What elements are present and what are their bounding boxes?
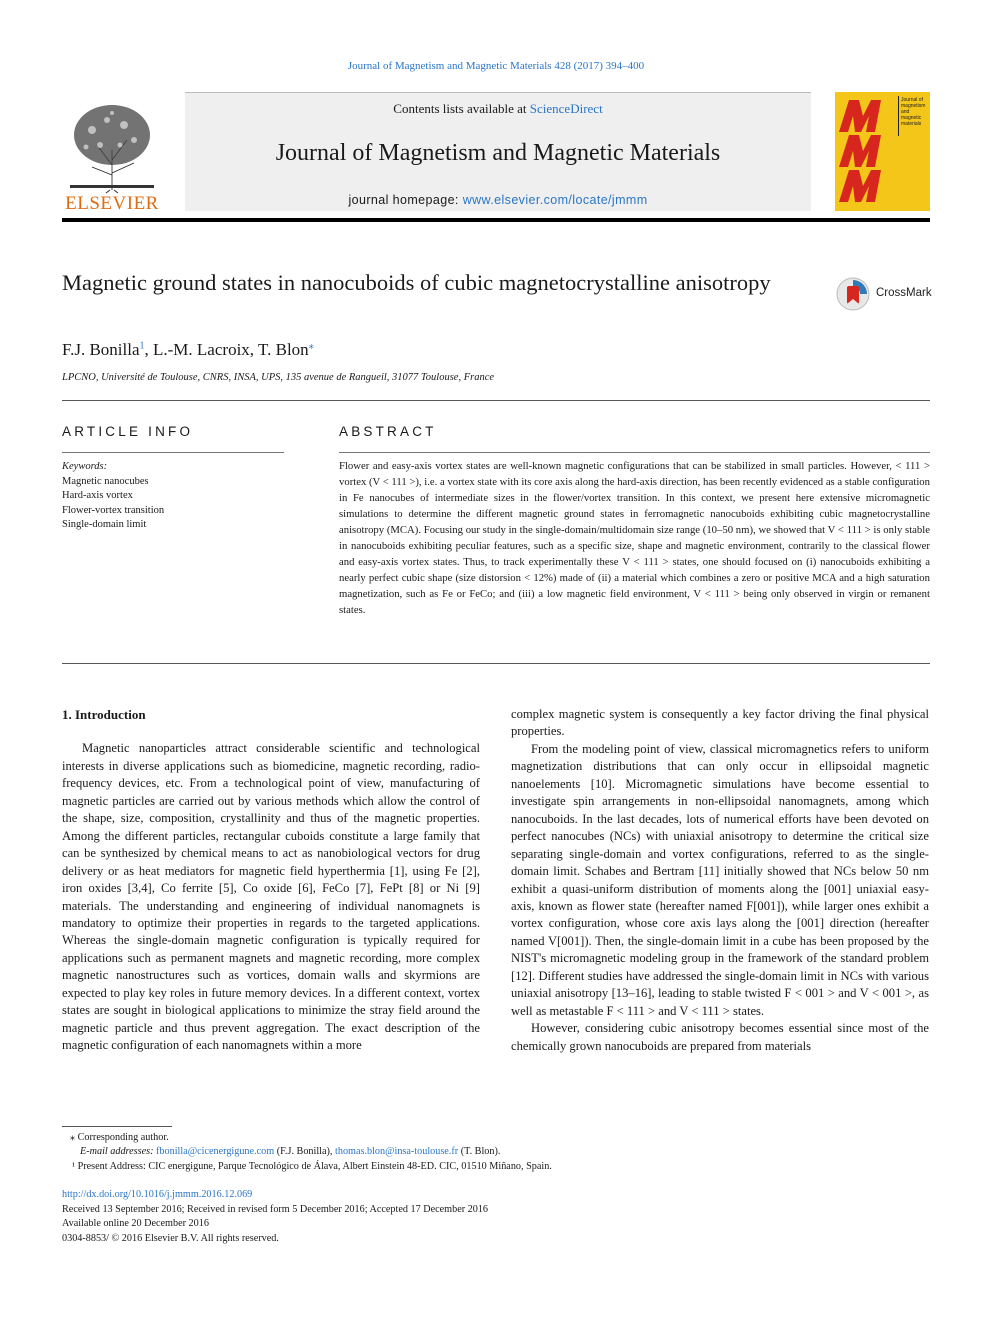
author-mark[interactable]: 1	[139, 340, 145, 352]
journal-citation[interactable]: Journal of Magnetism and Magnetic Materials 428 (2017) 394–400	[347, 60, 645, 72]
paragraph: complex magnetic system is consequently a key factor driving the final physical properties.	[511, 707, 929, 739]
crossmark-label: CrossMark	[876, 287, 932, 299]
paragraph: Magnetic nanoparticles attract considerable scientific and technological interests in diverse applications such as biomedicine, magnetic recording, radio-frequency devices, etc. From a technological point of view, manufacturing of magnetic particles are carried out by various methods which allow the control of the shape, size, composition, crystallinity and thus of the magnetic properties. Among the different particles, rectangular cuboids constitute a large family that can be synthesized by chemical means to act as nanobiological vectors for drug delivery or as heat mediators for magnetic field hyperthermia [1], using Fe [2], iron oxides [3,4], Co ferrite [5], Co oxide [6], FeCo [7], FePt [8] or Ni [9] materials. The understanding and engineering of individual nanomagnets is mandatory to optimize their properties in regards to the targeted applications. Whereas the single-domain magnetic configuration is typically required for applications such as permanent magnets and magnetic recording, more complex magnetic nanostructures such as vortices, domain walls and skyrmions are expected to play key roles in future memory devices. In a different context, vortex states are sought in biological applications to minimize the stray field around the magnetic particle and thus prevent aggregation. The exact description of the magnetic configuration of each nanomagnets within a more	[62, 741, 480, 1053]
crossmark-icon	[836, 277, 870, 311]
elsevier-wordmark: ELSEVIER	[65, 193, 159, 214]
footnote-emails: E-mail addresses: fbonilla@cicenergigune.com (F.J. Bonilla), thomas.blon@insa-toulouse.fr (T. Blon).	[80, 1146, 501, 1157]
header-divider	[185, 92, 811, 93]
journal-homepage	[185, 193, 811, 207]
footnote-present-address: ¹ Present Address: CIC energigune, Parque Tecnológico de Álava, Albert Einstein 48-ED. CIC, 01510 Miñano, Spain.	[72, 1161, 552, 1172]
journal-cover	[835, 92, 930, 211]
article-history	[62, 1188, 488, 1246]
header-thick-rule	[62, 218, 930, 222]
body-column-left	[62, 706, 480, 1055]
crossmark-badge[interactable]	[836, 277, 936, 311]
article-title: Magnetic ground states in nanocuboids of cubic magnetocrystalline anisotropy	[62, 270, 771, 295]
keyword: Single-domain limit	[62, 519, 147, 530]
keyword: Magnetic nanocubes	[62, 475, 149, 487]
keyword: Hard-axis vortex	[62, 490, 133, 501]
cover-title: Journal of magnetism and magnetic materials	[901, 97, 926, 127]
paragraph: However, considering cubic anisotropy becomes essential since most of the chemically grown nanocuboids are prepared from materials	[511, 1021, 929, 1053]
homepage-prefix: journal homepage:	[348, 193, 463, 207]
abstract-text: Flower and easy-axis vortex states are well-known magnetic configurations that can be stabilized in small particles. However, < 111 > vortex (V < 111 >), i.e. a vortex state with its core axis along the hard-axis direction, has been recently evidenced as a stable configuration in Fe nanocubes of intermediate sizes in the flower/vortex transition. In this context, we present here extensive micromagnetic simulations to determine the different magnetic ground states in ferromagnetic nanocuboids exhibiting cubic magnetocrystalline anisotropy (MCA). Focusing our study in the single-domain/multidomain size range (10–50 nm), we showed that V < 111 > is only stable in nanocuboids exhibiting peculiar features, such as a specific size, shape and magnetic environment, contrarily to the classical flower and easy-axis vortex states. Thus, to track experimentally these V < 111 > states, one should focused on (i) nanocuboids exhibiting a nearly perfect cubic shape (size distorsion < 12%) made of (ii) a material which combines a zero or positive MCA and a high saturation magnetization, such as Fe or FeCo; and (iii) a low magnetic field environment, V < 111 > being only observed in virgin or remanent states.	[339, 460, 930, 616]
author-list: F.J. Bonilla$^1$, L.-M. Lacroix, T. Blon⁎	[62, 340, 314, 359]
footnote-rule	[62, 1126, 172, 1127]
author-name: F.J. Bonilla	[62, 340, 140, 359]
keywords-label: Keywords:	[62, 461, 108, 472]
article-info-heading: ARTICLE INFO	[62, 424, 194, 439]
paragraph: From the modeling point of view, classical micromagnetics refers to uniform magnetization distributions that can only occur in ellipsoidal magnetic nanoelements [10]. Micromagnetic simulations have become essential to investigate spin arrangements in non-ellipsoidal nanomagnets, among which nanocuboids. In the last decades, lots of numerical efforts have been devoted on perfect nanocubes (NCs) with uniaxial anisotropy to determine the critical size separating single-domain and vortex configurations, referred to as the single-domain limit. Schabes and Bertram [11] initially showed that NCs below 50 nm exhibit a quasi-uniform distribution of moments along the [001] uniaxial easy-axis, known as flower state (hereafter named F[001]), while larger ones exhibit a vortex configuration, whose core axis lays along the [001] direction (hereafter named V[001]). Then, the single-domain limit in a cube has been proposed by the NIST's micromagnetic modeling group in the framework of the standard problem [12]. Different studies have addressed the single-domain limit in NCs with various uniaxial anisotropy [13–16], leading to stable twisted F < 001 > and V < 001 >, as well as metastable F < 111 > and V < 111 > states.	[511, 741, 929, 1018]
footnote-corresponding: ⁎ Corresponding author.	[70, 1132, 169, 1143]
author-mark[interactable]: ⁎	[308, 340, 314, 352]
affiliation: LPCNO, Université de Toulouse, CNRS, INSA, UPS, 135 avenue de Rangueil, 31077 Toulouse, France	[62, 372, 495, 383]
keyword: Flower-vortex transition	[62, 504, 165, 516]
email-link[interactable]: fbonilla@cicenergigune.com	[156, 1146, 275, 1157]
contents-available	[185, 101, 811, 117]
divider	[62, 663, 930, 664]
copyright: 0304-8853/ © 2016 Elsevier B.V. All rights reserved.	[62, 1232, 279, 1244]
sciencedirect-link[interactable]: ScienceDirect	[529, 101, 603, 116]
received-dates: Received 13 September 2016; Received in revised form 5 December 2016; Accepted 17 December 2016	[62, 1203, 489, 1215]
contents-prefix: Contents lists available at	[393, 101, 530, 116]
author-name: L.-M. Lacroix	[153, 340, 250, 359]
section-heading: 1. Introduction	[62, 707, 146, 722]
abstract-heading: ABSTRACT	[339, 424, 437, 439]
email-label: E-mail addresses:	[80, 1146, 157, 1157]
keywords-block	[62, 460, 164, 533]
author-name: T. Blon	[258, 340, 309, 359]
divider	[62, 400, 930, 401]
available-online: Available online 20 December 2016	[62, 1218, 209, 1229]
doi-link[interactable]: http://dx.doi.org/10.1016/j.jmmm.2016.12.069	[62, 1189, 253, 1200]
journal-title: Journal of Magnetism and Magnetic Materials	[275, 140, 721, 166]
divider	[339, 452, 930, 453]
homepage-link[interactable]: www.elsevier.com/locate/jmmm	[462, 193, 648, 207]
email-link[interactable]: thomas.blon@insa-toulouse.fr	[335, 1146, 459, 1157]
body-column-right	[511, 706, 929, 1055]
divider	[62, 452, 284, 453]
